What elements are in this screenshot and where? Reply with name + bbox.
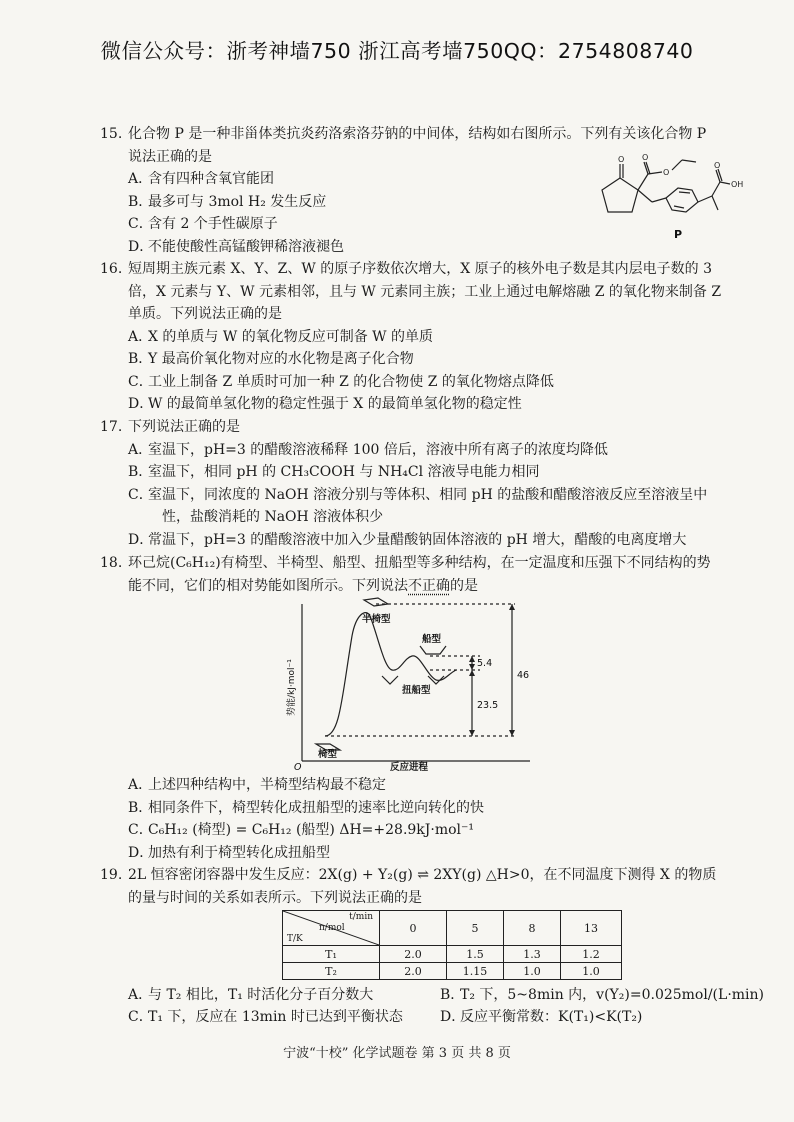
option-d: D．反应平衡常数：K(T₁)<K(T₂) [440, 1009, 643, 1025]
option-a: A．上述四种结构中，半椅型结构最不稳定 [128, 777, 386, 793]
question-18-options [100, 774, 780, 864]
watermark-header: 微信公众号：浙考神墙750 浙江高考墙750QQ：2754808740 [100, 39, 694, 63]
option-c: C．室温下，同浓度的 NaOH 溶液分别与等体积、相同 pH 的盐酸和醋酸溶液反应至溶液呈中 [128, 486, 708, 503]
time-header: 8 [504, 911, 561, 946]
value-label: 46 [517, 670, 530, 681]
question-number: 17. [100, 419, 123, 435]
question-stem: 倍，X 元素与 Y、W 元素相邻，且与 W 元素同主族；工业上通过电解熔融 Z 的氧化物来制备 Z [128, 283, 722, 300]
question-number: 18. [100, 555, 123, 571]
option-a: A．室温下，pH=3 的醋酸溶液稀释 100 倍后，溶液中所有离子的浓度均降低 [128, 441, 608, 458]
option-b: B．Y 最高价氧化物对应的水化物是离子化合物 [128, 351, 414, 367]
question-16 [100, 258, 780, 416]
emphasis-not-correct: 不正确 [408, 577, 450, 594]
time-header: 13 [561, 911, 622, 946]
question-stem: 单质。下列说法正确的是 [128, 306, 282, 322]
option-b: B．相同条件下，椅型转化成扭船型的速率比逆向转化的快 [128, 799, 484, 816]
energy-curve [325, 613, 456, 736]
corner-amount: n/mol [319, 923, 345, 933]
option-c: C．含有 2 个手性碳原子 [128, 216, 278, 232]
x-axis-label: 反应进程 [390, 762, 429, 771]
label-boat: 船型 [422, 634, 442, 645]
question-stem: 2L 恒容密闭容器中发生反应：2X(g) + Y₂(g) ⇌ 2XY(g) △H>0，在不同温度下测得 X 的物质 [128, 867, 717, 883]
corner-temp: T/K [287, 934, 303, 944]
corner-time: t/min [349, 912, 373, 922]
option-b: B．室温下，相同 pH 的 CH₃COOH 与 NH₄Cl 溶液导电能力相同 [128, 464, 540, 480]
boat-glyph [420, 646, 446, 654]
question-stem: 说法正确的是 [128, 148, 212, 165]
option-b: B．T₂ 下，5~8min 内，v(Y₂)=0.025mol/(L·min) [440, 987, 765, 1003]
question-stem: 能不同，它们的相对势能如图所示。下列说法 [128, 577, 408, 594]
twist-boat-glyph [382, 676, 398, 684]
label-half-chair: 半椅型 [362, 614, 391, 625]
data-table [282, 910, 622, 980]
table-row: T₁ 2.0 1.5 1.3 1.2 [283, 946, 622, 963]
time-header: 0 [380, 911, 447, 946]
label-twist-boat: 扭船型 [402, 685, 431, 696]
question-19 [100, 864, 780, 909]
compound-label: P [674, 228, 683, 241]
question-stem: 的量与时间的关系如表所示。下列说法正确的是 [128, 889, 422, 906]
option-c-continued: 性，盐酸消耗的 NaOH 溶液体积少 [162, 509, 384, 525]
atom-label: O [663, 168, 670, 177]
question-17 [100, 416, 780, 551]
table-corner-cell [283, 911, 380, 946]
compound-p-structure [590, 150, 770, 245]
option-c: C．T₁ 下，反应在 13min 时已达到平衡状态 [128, 1009, 403, 1025]
energy-diagram [280, 596, 540, 771]
y-axis-label: 势能/kJ·mol⁻¹ [287, 659, 297, 716]
atom-label: O [618, 155, 625, 164]
atom-label: O [714, 161, 721, 170]
question-18 [100, 552, 780, 597]
origin-label: O [294, 762, 302, 771]
option-a: A．X 的单质与 W 的氧化物反应可制备 W 的单质 [128, 328, 433, 345]
question-number: 19. [100, 867, 123, 883]
value-label: 5.4 [477, 658, 493, 669]
page-footer: 宁波“十校” 化学试题卷 第 3 页 共 8 页 [283, 1046, 511, 1061]
option-d: D．不能使酸性高锰酸钾稀溶液褪色 [128, 238, 344, 255]
question-stem: 环己烷(C₆H₁₂)有椅型、半椅型、船型、扭船型等多种结构，在一定温度和压强下不同结构的势 [128, 555, 711, 571]
question-stem: 短周期主族元素 X、Y、Z、W 的原子序数依次增大，X 原子的核外电子数是其内层电子数的 3 [128, 261, 712, 277]
question-number: 16. [100, 261, 123, 277]
question-stem: 的是 [450, 577, 478, 594]
option-b: B．最多可与 3mol H₂ 发生反应 [128, 193, 327, 210]
option-a: A．含有四种含氧官能团 [128, 171, 274, 187]
time-header: 5 [447, 911, 504, 946]
label-chair: 椅型 [318, 749, 338, 760]
half-chair-glyph [364, 598, 388, 606]
question-number: 15. [100, 126, 123, 142]
question-stem: 化合物 P 是一种非甾体类抗炎药洛索洛芬钠的中间体，结构如右图所示。下列有关该化合物 P [128, 126, 707, 142]
option-d: D．常温下，pH=3 的醋酸溶液中加入少量醋酸钠固体溶液的 pH 增大，醋酸的电离度增大 [128, 531, 687, 548]
option-d: D．加热有利于椅型转化成扭船型 [128, 844, 330, 861]
value-label: 23.5 [477, 700, 499, 711]
question-stem: 下列说法正确的是 [128, 419, 240, 435]
option-d: D．W 的最简单氢化物的稳定性强于 X 的最简单氢化物的稳定性 [128, 396, 522, 412]
table-row: T₂ 2.0 1.15 1.0 1.0 [283, 963, 622, 980]
option-c: C．C₆H₁₂ (椅型) = C₆H₁₂ (船型) ΔH=+28.9kJ·mol⁻¹ [128, 822, 475, 838]
option-a: A．与 T₂ 相比，T₁ 时活化分子百分数大 [128, 987, 374, 1003]
atom-label: O [642, 153, 649, 162]
atom-label: OH [731, 180, 744, 189]
option-c: C．工业上制备 Z 单质时可加一种 Z 的化合物使 Z 的氧化物熔点降低 [128, 373, 554, 390]
